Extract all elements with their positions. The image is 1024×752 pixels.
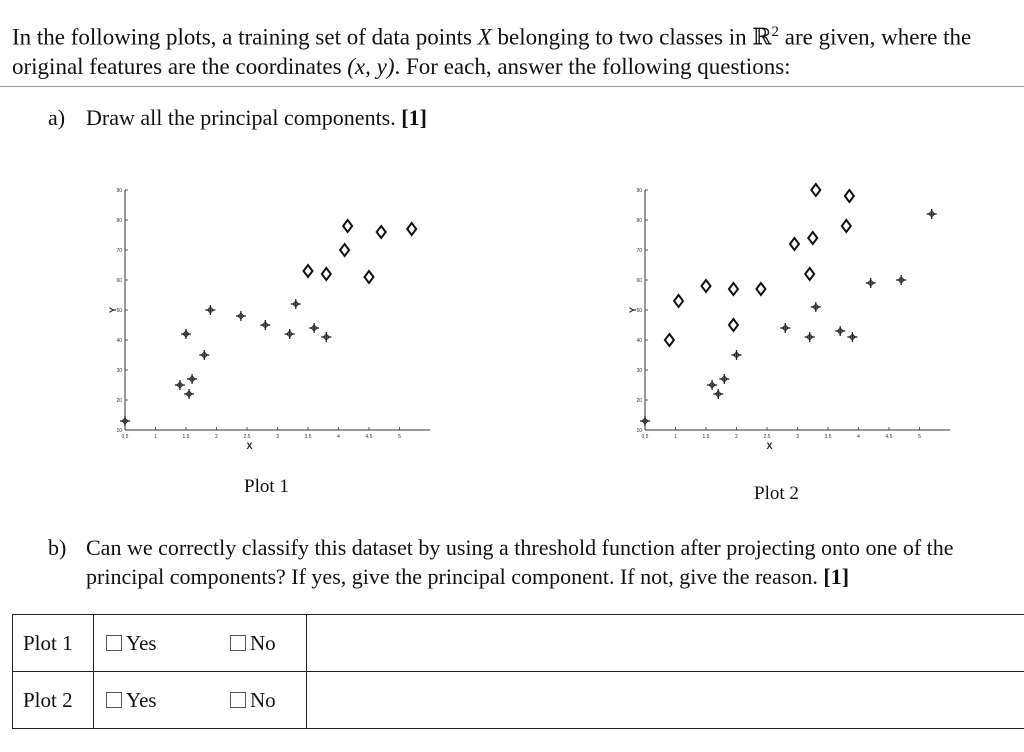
diamond-point bbox=[377, 226, 386, 238]
cross-point bbox=[640, 416, 650, 426]
cross-point bbox=[309, 323, 319, 333]
cross-point bbox=[199, 350, 209, 360]
x-tick-label: 5 bbox=[398, 434, 401, 440]
yes-option[interactable]: Yes bbox=[106, 688, 230, 713]
cross-point bbox=[236, 311, 246, 321]
x-tick-label: 3.5 bbox=[824, 434, 832, 440]
x-tick-label: 5 bbox=[918, 434, 921, 440]
plot-1-caption: Plot 1 bbox=[244, 476, 289, 497]
x-tick-label: 1 bbox=[154, 434, 157, 440]
answer-field[interactable] bbox=[307, 672, 1024, 729]
answer-table bbox=[12, 614, 1024, 729]
diamond-point bbox=[808, 232, 817, 244]
var-x: X bbox=[477, 24, 492, 50]
cross-point bbox=[205, 305, 215, 315]
diamond-point bbox=[343, 220, 352, 232]
cross-point bbox=[285, 329, 295, 339]
checkbox-icon[interactable] bbox=[230, 635, 246, 651]
x-tick-label: 4.5 bbox=[365, 434, 373, 440]
y-tick-label: 60 bbox=[636, 278, 642, 284]
cross-point bbox=[835, 326, 845, 336]
options-cell bbox=[94, 672, 307, 729]
diamond-point bbox=[842, 220, 851, 232]
y-tick-label: 20 bbox=[636, 398, 642, 404]
cross-point bbox=[811, 302, 821, 312]
x-tick-label: 1.5 bbox=[182, 434, 190, 440]
diamond-point bbox=[365, 271, 374, 283]
x-tick-label: 1 bbox=[674, 434, 677, 440]
options-cell bbox=[94, 615, 307, 672]
y-tick-label: 50 bbox=[116, 308, 122, 314]
cross-point bbox=[707, 380, 717, 390]
cross-point bbox=[927, 209, 937, 219]
y-tick-label: 40 bbox=[116, 338, 122, 344]
diamond-point bbox=[756, 283, 765, 295]
x-tick-label: 3 bbox=[276, 434, 279, 440]
cross-point bbox=[847, 332, 857, 342]
cross-point bbox=[321, 332, 331, 342]
diamond-point bbox=[340, 244, 349, 256]
coords-math: (x, y) bbox=[347, 53, 395, 79]
cross-point bbox=[175, 380, 185, 390]
question-a: a) Draw all the principal components. [1] bbox=[48, 105, 427, 130]
cross-point bbox=[896, 275, 906, 285]
answer-row-plot-2 bbox=[13, 672, 1024, 729]
diamond-point bbox=[811, 184, 820, 196]
row-label: Plot 2 bbox=[13, 672, 94, 729]
x-tick-label: 2 bbox=[215, 434, 218, 440]
checkbox-icon[interactable] bbox=[106, 635, 122, 651]
diamond-point bbox=[674, 295, 683, 307]
x-tick-label: 4.5 bbox=[885, 434, 893, 440]
intro-line-2: original features are the coordinates (x, y). For each, answer the following questions: bbox=[12, 53, 791, 79]
y-tick-label: 40 bbox=[636, 338, 642, 344]
cross-point bbox=[866, 278, 876, 288]
no-option[interactable]: No bbox=[230, 688, 300, 713]
y-tick-label: 80 bbox=[116, 218, 122, 224]
y-tick-label: 10 bbox=[636, 428, 642, 434]
cross-point bbox=[260, 320, 270, 330]
y-tick-label: 20 bbox=[116, 398, 122, 404]
diamond-point bbox=[665, 334, 674, 346]
x-axis-label: X bbox=[766, 441, 773, 451]
cross-point bbox=[780, 323, 790, 333]
diamond-point bbox=[805, 268, 814, 280]
x-tick-label: 4 bbox=[857, 434, 860, 440]
intro-paragraph bbox=[12, 18, 1022, 81]
diamond-point bbox=[729, 283, 738, 295]
cross-point bbox=[805, 332, 815, 342]
diamond-point bbox=[322, 268, 331, 280]
diamond-point bbox=[407, 223, 416, 235]
y-tick-label: 70 bbox=[116, 248, 122, 254]
diamond-point bbox=[729, 319, 738, 331]
diamond-point bbox=[790, 238, 799, 250]
no-option[interactable]: No bbox=[230, 631, 300, 656]
x-tick-label: 2.5 bbox=[763, 434, 771, 440]
x-tick-label: 0.5 bbox=[121, 434, 129, 440]
horizontal-divider bbox=[0, 86, 1024, 87]
cross-point bbox=[187, 374, 197, 384]
cross-point bbox=[181, 329, 191, 339]
y-tick-label: 10 bbox=[116, 428, 122, 434]
question-b: b) Can we correctly classify this dataset by using a threshold function after projecting onto one of the principal components? If yes, give the principal component. If not, give the reason. [1] bbox=[48, 535, 954, 589]
y-tick-label: 30 bbox=[636, 368, 642, 374]
diamond-point bbox=[702, 280, 711, 292]
y-tick-label: 90 bbox=[116, 188, 122, 194]
cross-point bbox=[713, 389, 723, 399]
row-label: Plot 1 bbox=[13, 615, 94, 672]
intro-line-1: In the following plots, a training set of data points X belonging to two classes in ℝ$^2$ are given, where the bbox=[12, 24, 972, 50]
yes-option[interactable]: Yes bbox=[106, 631, 230, 656]
x-tick-label: 2 bbox=[735, 434, 738, 440]
y-axis-label: Y bbox=[108, 306, 118, 314]
cross-point bbox=[184, 389, 194, 399]
x-tick-label: 2.5 bbox=[243, 434, 251, 440]
y-axis-label: Y bbox=[628, 306, 638, 314]
answer-row-plot-1 bbox=[13, 615, 1024, 672]
diamond-point bbox=[845, 190, 854, 202]
x-tick-label: 1.5 bbox=[702, 434, 710, 440]
cross-point bbox=[120, 416, 130, 426]
x-tick-label: 0.5 bbox=[641, 434, 649, 440]
y-tick-label: 60 bbox=[116, 278, 122, 284]
y-tick-label: 30 bbox=[116, 368, 122, 374]
y-tick-label: 50 bbox=[636, 308, 642, 314]
cross-point bbox=[291, 299, 301, 309]
scatter-plot-1 bbox=[80, 160, 460, 460]
scatter-plot-2 bbox=[600, 160, 980, 460]
x-tick-label: 3 bbox=[796, 434, 799, 440]
plot-2-caption: Plot 2 bbox=[754, 483, 799, 504]
x-tick-label: 4 bbox=[337, 434, 340, 440]
cross-point bbox=[732, 350, 742, 360]
y-tick-label: 90 bbox=[636, 188, 642, 194]
y-tick-label: 80 bbox=[636, 218, 642, 224]
x-tick-label: 3.5 bbox=[304, 434, 312, 440]
y-tick-label: 70 bbox=[636, 248, 642, 254]
checkbox-icon[interactable] bbox=[106, 692, 122, 708]
x-axis-label: X bbox=[246, 441, 253, 451]
diamond-point bbox=[304, 265, 313, 277]
reals-symbol: ℝ bbox=[752, 24, 772, 50]
cross-point bbox=[719, 374, 729, 384]
checkbox-icon[interactable] bbox=[230, 692, 246, 708]
answer-field[interactable] bbox=[307, 615, 1024, 672]
